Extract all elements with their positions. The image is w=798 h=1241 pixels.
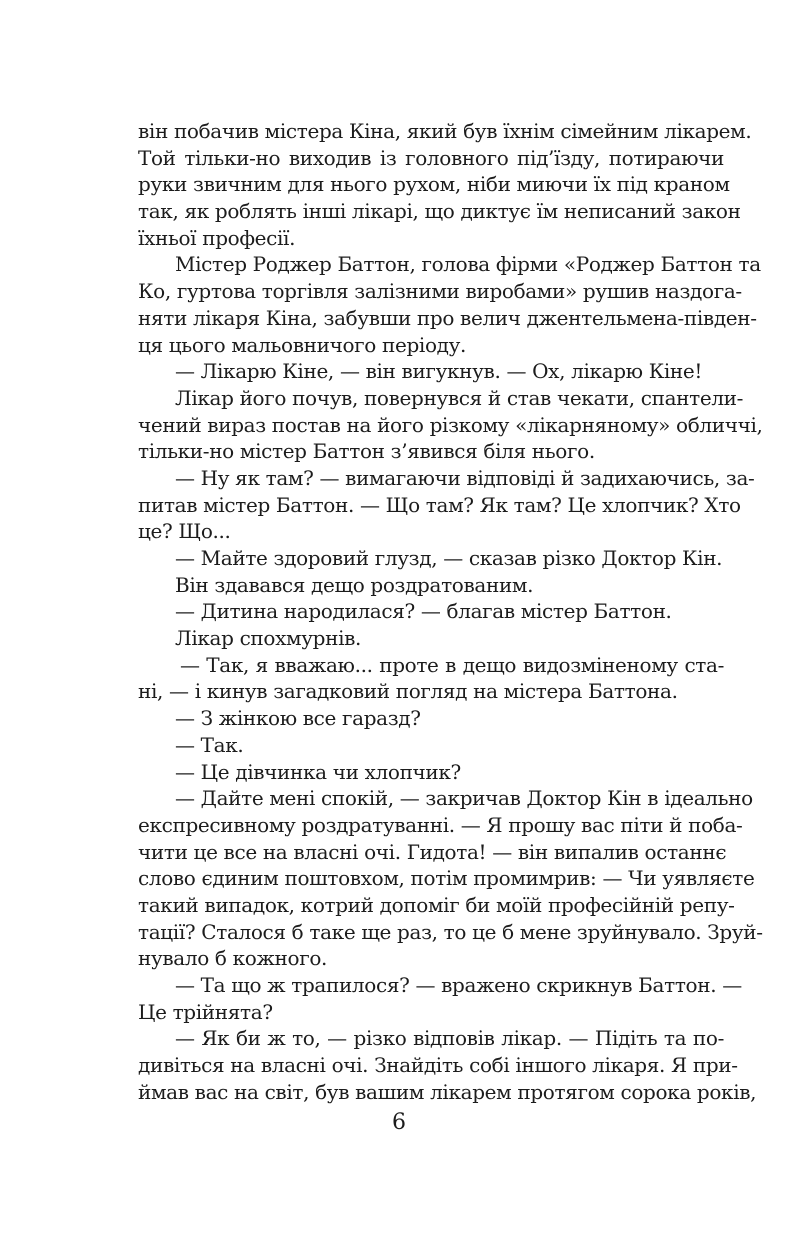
text-line: руки звичним для нього рухом, ніби миючи їх під краном — [138, 172, 730, 197]
text-line: чити це все на власні очі. Гидота! — він випалив останнє — [138, 839, 727, 864]
text-line: чений вираз постав на його різкому «лікарняному» обличчі, — [138, 412, 763, 437]
text-line: тільки-но містер Баттон з’явився біля нього. — [138, 439, 595, 464]
text-line: — Майте здоровий глузд, — сказав різко Доктор Кін. — [175, 546, 723, 570]
text-line: — Лікарю Кіне, — він вигукнув. — Ох, лікарю Кіне! — [175, 359, 703, 384]
text-line: слово єдиним поштовхом, потім промимрив: — Чи уявляєте — [138, 866, 755, 891]
text-line: — Дайте мені спокій, — закричав Доктор Кін в ідеально — [175, 786, 753, 811]
text-line: їхньої професії. — [138, 225, 296, 250]
text-line: так, як роблять інші лікарі, що диктує їм неписаний закон — [138, 199, 741, 224]
text-line: — З жінкою все гаразд? — [175, 706, 421, 731]
text-line: такий випадок, котрий допоміг би моїй професійній репу- — [138, 892, 735, 917]
page-text — [138, 118, 763, 1105]
text-line: Містер Роджер Баттон, голова фірми «Роджер Баттон та — [175, 252, 761, 277]
text-line: Він здавався дещо роздратованим. — [175, 572, 534, 597]
text-line: питав містер Баттон. — Що там? Як там? Це хлопчик? Хто — [138, 492, 741, 517]
text-line: — Дитина народилася? — благав містер Баттон. — [175, 599, 672, 624]
text-line: тації? Сталося б таке ще раз, то це б мене зруйнувало. Зруй- — [138, 919, 763, 944]
text-line: Лікар його почув, повернувся й став чекати, спантели- — [175, 385, 744, 410]
page-number: 6 — [392, 1110, 406, 1135]
text-line: дивіться на власні очі. Знайдіть собі іншого лікаря. Я при- — [138, 1053, 738, 1078]
text-line: ні, — і кинув загадковий погляд на містера Баттона. — [138, 679, 678, 704]
text-line: — Ну як там? — вимагаючи відповіді й задихаючись, за- — [175, 465, 755, 490]
text-line: ця цього мальовничого періоду. — [138, 332, 467, 357]
text-line: Той тільки-но виходив із головного під’їзду, потираючи — [138, 145, 724, 170]
text-line: — Як би ж то, — різко відповів лікар. — Підіть та по- — [175, 1026, 724, 1051]
text-line: — Це дівчинка чи хлопчик? — [175, 759, 461, 784]
text-line: Лікар спохмурнів. — [175, 626, 362, 651]
text-line: Ко, гуртова торгівля залізними виробами» рушив наздога- — [138, 279, 742, 304]
text-line: експресивному роздратуванні. — Я прошу вас піти й поба- — [138, 812, 743, 837]
text-line: він побачив містера Кіна, який був їхнім сімейним лікарем. — [138, 119, 752, 143]
text-line: ймав вас на світ, був вашим лікарем протягом сорока років, — [138, 1079, 757, 1104]
text-line: Це трійнята? — [138, 999, 273, 1024]
text-line: нувало б кожного. — [138, 946, 328, 971]
text-line: няти лікаря Кіна, забувши про велич джентельмена-півден- — [138, 305, 757, 330]
text-line: — Так, я вважаю... проте в дещо видозміненому ста- — [180, 652, 724, 677]
text-line: це? Що... — [138, 519, 231, 544]
text-line: — Так. — [175, 732, 244, 757]
text-line: — Та що ж трапилося? — вражено скрикнув Баттон. — — [175, 973, 742, 997]
